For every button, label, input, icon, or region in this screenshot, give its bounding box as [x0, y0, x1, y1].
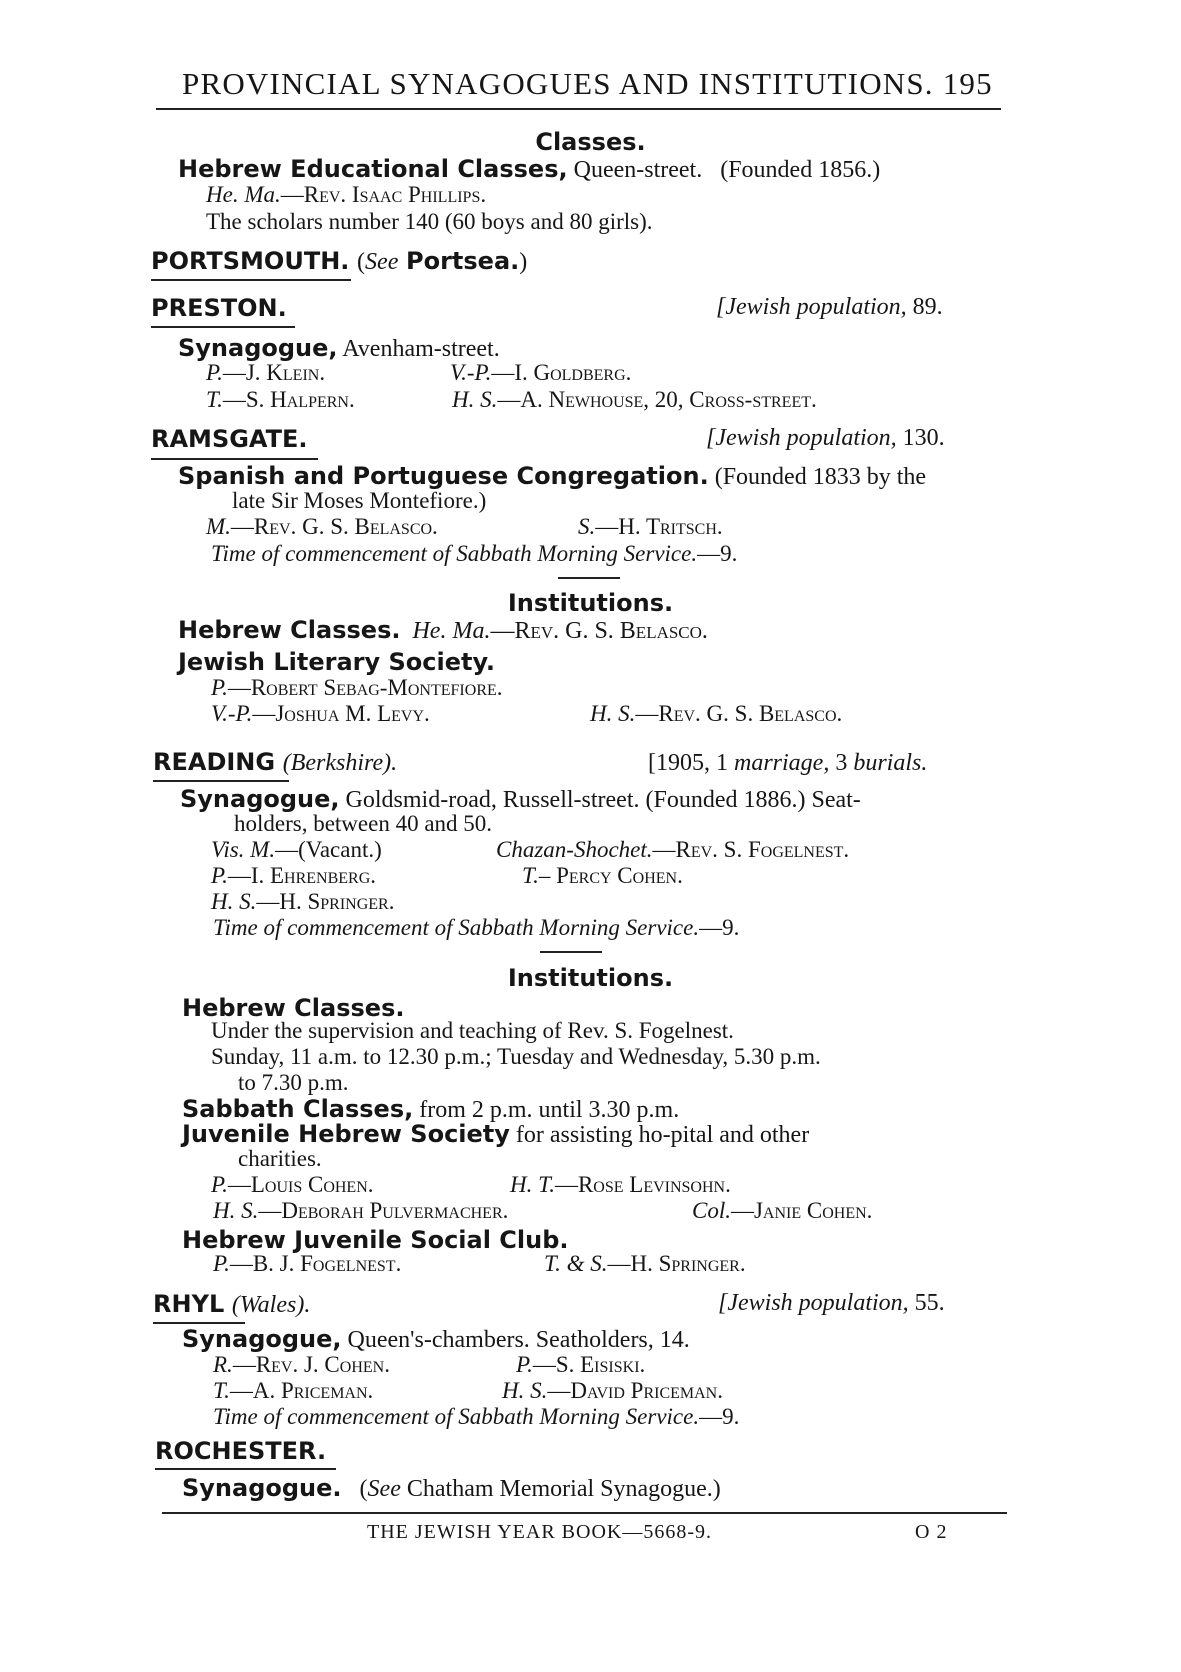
officer-name: —H. Springer. — [607, 1251, 746, 1276]
officer-label: P. — [516, 1352, 533, 1377]
officer-line — [450, 360, 631, 386]
officer-name: —S. Eisiski. — [532, 1352, 646, 1377]
synagogue-label: Synagogue, — [178, 334, 338, 362]
header-title: PROVINCIAL SYNAGOGUES AND INSTITUTIONS. — [182, 66, 934, 101]
see-label: See — [367, 1476, 401, 1502]
entry-name: Juvenile Hebrew Society — [182, 1120, 510, 1148]
jewish-literary-society: Jewish Literary Society. — [178, 648, 496, 676]
officer-label: T. — [522, 863, 539, 888]
population-value: 89. — [912, 294, 943, 320]
service-label: Time of commencement of Sabbath Morning Service. — [213, 1404, 700, 1429]
see-ref: Chatham Memorial Synagogue.) — [406, 1476, 721, 1502]
officer-label: R. — [213, 1352, 233, 1377]
officer-label: M. — [206, 514, 231, 539]
service-time-line — [211, 541, 737, 567]
town-underline — [153, 1322, 245, 1324]
population-label: [Jewish population, — [716, 294, 907, 320]
officer-name: —A. Priceman. — [229, 1378, 374, 1403]
officer-line — [496, 837, 849, 863]
entry-name: Sabbath Classes, — [182, 1095, 414, 1123]
entry-name: Hebrew Educational Classes, — [178, 155, 568, 183]
officer-label: P. — [211, 863, 228, 888]
officer-line — [211, 889, 394, 915]
rochester-synagogue — [182, 1474, 721, 1503]
synagogue-label: Synagogue, — [182, 1325, 342, 1353]
see-open: ( — [359, 1476, 368, 1502]
service-time-line — [213, 915, 739, 941]
officer-label: P. — [213, 1251, 230, 1276]
officer-name: —H. Springer. — [256, 889, 395, 914]
officer-name: —H. Tritsch. — [595, 514, 723, 539]
town-ramsgate: RAMSGATE. — [151, 425, 308, 453]
ramsgate-population — [706, 425, 945, 452]
stats-count: 3 — [835, 750, 848, 776]
town-rochester: ROCHESTER. — [155, 1437, 327, 1465]
town-underline — [151, 458, 318, 460]
officer-label: H. S. — [502, 1378, 548, 1403]
officer-label: V.-P. — [211, 701, 253, 726]
officer-name: —Joshua M. Levy. — [252, 701, 430, 726]
officer-line — [211, 1172, 374, 1198]
town-name: READING — [153, 748, 276, 776]
officer-line — [213, 1378, 373, 1404]
preston-synagogue — [178, 334, 500, 363]
classes-heading: Classes. — [535, 128, 646, 156]
officer-line — [502, 1378, 723, 1404]
officer-label: V.-P. — [450, 360, 492, 385]
reading-stats — [648, 750, 927, 777]
synagogue-address: Goldsmid-road, Russell-street. (Founded 1886.) Seat- — [345, 787, 861, 813]
town-portsmouth — [151, 247, 527, 276]
officer-label: H. S. — [590, 701, 636, 726]
officer-line — [211, 837, 382, 863]
header-rule — [156, 108, 1001, 110]
officer-name: —Janie Cohen. — [730, 1198, 873, 1223]
synagogue-address: Avenham-street. — [342, 336, 500, 362]
officer-label: H. S. — [452, 387, 498, 412]
town-underline — [151, 279, 351, 281]
schedule-cont: to 7.30 p.m. — [238, 1070, 349, 1095]
entry-desc: for assisting ho-pital and other — [515, 1122, 810, 1148]
service-time-line — [213, 1404, 739, 1430]
officer-label: H. T. — [510, 1172, 555, 1197]
service-label: Time of commencement of Sabbath Morning Service. — [211, 541, 698, 566]
entry-officer-line — [206, 182, 486, 208]
institutions-heading: Institutions. — [507, 964, 674, 992]
section-divider — [540, 951, 602, 953]
officer-line — [211, 863, 376, 889]
town-underline — [153, 780, 289, 782]
entry-time: from 2 p.m. until 3.30 p.m. — [419, 1097, 680, 1123]
town-reading — [153, 748, 397, 777]
officer-label: T. & S. — [544, 1251, 608, 1276]
population-label: [Jewish population, — [706, 425, 897, 451]
institutions-heading: Institutions. — [507, 589, 674, 617]
stats-marriage: marriage, — [734, 750, 830, 776]
officer-label: Vis. M. — [211, 837, 276, 862]
see-label: See — [365, 249, 399, 275]
officer-label: Chazan-Shochet. — [496, 837, 653, 862]
officer-name: —Rose Levinsohn. — [554, 1172, 731, 1197]
officer-label: S. — [578, 514, 596, 539]
service-time: —9. — [699, 915, 740, 940]
officer-line — [206, 514, 438, 540]
hebrew-classes: Hebrew Classes. — [182, 994, 405, 1022]
entry-founded: (Founded 1856.) — [720, 157, 881, 183]
preston-population — [716, 294, 943, 321]
officer-name: —Rev. J. Cohen. — [232, 1352, 390, 1377]
entry-address: Queen-street. — [573, 157, 703, 183]
synagogue-address: Queen's-chambers. Seatholders, 14. — [347, 1327, 690, 1353]
town-county: (Berkshire). — [282, 750, 398, 776]
officer-label: T. — [206, 387, 223, 412]
ramsgate-congregation — [178, 462, 926, 491]
see-ref: Portsea. — [406, 247, 520, 275]
section-divider — [558, 577, 620, 579]
officer-label: P. — [206, 360, 223, 385]
rhyl-population — [718, 1290, 945, 1317]
officer-line — [211, 701, 430, 727]
scholars-line: The scholars number 140 (60 boys and 80 girls). — [206, 209, 653, 234]
officer-name: —J. Klein. — [222, 360, 326, 385]
officer-line — [211, 675, 503, 701]
officer-line — [516, 1352, 645, 1378]
officer-line — [578, 514, 723, 540]
officer-name: – Percy Cohen. — [538, 863, 683, 888]
footer-rule — [162, 1512, 1007, 1514]
service-label: Time of commencement of Sabbath Morning Service. — [213, 915, 700, 940]
entry-desc-cont: charities. — [238, 1146, 322, 1171]
founded-cont: late Sir Moses Montefiore.) — [232, 488, 487, 513]
hebrew-juvenile-social-club: Hebrew Juvenile Social Club. — [182, 1226, 569, 1254]
officer-line — [692, 1198, 872, 1224]
officer-line — [206, 387, 355, 413]
officer-label: T. — [213, 1378, 230, 1403]
officer-line — [522, 863, 683, 889]
officer-name: —Deborah Pulvermacher. — [258, 1198, 509, 1223]
officer-name: —Rev. G. S. Belasco. — [635, 701, 843, 726]
see-open: ( — [357, 249, 366, 275]
service-time: —9. — [697, 541, 738, 566]
town-county: (Wales). — [231, 1292, 311, 1318]
synagogue-label: Synagogue, — [180, 785, 340, 813]
officer-name: —Rev. Isaac Phillips. — [280, 182, 487, 207]
population-value: 130. — [902, 425, 945, 451]
town-underline — [151, 326, 295, 328]
stats-burials: burials. — [853, 750, 928, 776]
officer-name: —Rev. S. Fogelnest. — [652, 837, 850, 862]
town-preston: PRESTON. — [151, 294, 287, 322]
officer-line — [213, 1352, 390, 1378]
town-name: PORTSMOUTH. — [151, 247, 350, 275]
officer-line — [213, 1251, 401, 1277]
footer-title: THE JEWISH YEAR BOOK—5668-9. — [367, 1521, 713, 1543]
officer-name: —Rev. G. S. Belasco. — [230, 514, 438, 539]
officer-name: —Rev. G. S. Belasco. — [490, 618, 708, 644]
officer-label: H. S. — [213, 1198, 259, 1223]
synagogue-label: Synagogue. — [182, 1474, 342, 1502]
town-name: RHYL — [153, 1290, 225, 1318]
see-close: ) — [519, 249, 528, 275]
officer-name: —(Vacant.) — [275, 837, 382, 862]
rhyl-synagogue — [182, 1325, 690, 1354]
page-number: 195 — [942, 66, 993, 101]
officer-name: —Robert Sebag-Montefiore. — [227, 675, 503, 700]
officer-line — [213, 1198, 508, 1224]
supervision-line: Under the supervision and teaching of Rev. S. Fogelnest. — [211, 1018, 734, 1043]
officer-name: —S. Halpern. — [222, 387, 355, 412]
officer-label: P. — [211, 675, 228, 700]
town-rhyl — [153, 1290, 310, 1319]
hebrew-educational-classes-entry — [178, 155, 880, 184]
officer-line — [544, 1251, 746, 1277]
hebrew-classes-entry — [178, 616, 708, 645]
congregation-name: Spanish and Portuguese Congregation. — [178, 462, 709, 490]
officer-line — [590, 701, 842, 727]
schedule-line: Sunday, 11 a.m. to 12.30 p.m.; Tuesday and Wednesday, 5.30 p.m. — [211, 1044, 821, 1069]
officer-name: —A. Newhouse, 20, Cross-street. — [497, 387, 817, 412]
officer-name: —I. Ehrenberg. — [227, 863, 377, 888]
service-time: —9. — [699, 1404, 740, 1429]
population-label: [Jewish population, — [718, 1290, 909, 1316]
address-cont: holders, between 40 and 50. — [234, 811, 493, 836]
footer-signature: O 2 — [915, 1521, 948, 1543]
officer-name: —Louis Cohen. — [227, 1172, 374, 1197]
officer-line — [452, 387, 817, 413]
population-value: 55. — [914, 1290, 945, 1316]
congregation-founded: (Founded 1833 by the — [714, 464, 927, 490]
juvenile-hebrew-society — [182, 1120, 809, 1149]
officer-name: —I. Goldberg. — [491, 360, 632, 385]
officer-label: Col. — [692, 1198, 731, 1223]
town-underline — [155, 1468, 336, 1470]
reading-synagogue — [180, 785, 861, 814]
officer-label: P. — [211, 1172, 228, 1197]
officer-label: H. S. — [211, 889, 257, 914]
officer-label: He. Ma. — [206, 182, 281, 207]
entry-name: Hebrew Classes. — [178, 616, 401, 644]
stats-year: [1905, 1 — [648, 750, 728, 776]
officer-line — [206, 360, 325, 386]
running-header — [182, 66, 993, 102]
officer-line — [510, 1172, 731, 1198]
officer-name: —David Priceman. — [547, 1378, 723, 1403]
officer-label: He. Ma. — [412, 618, 491, 644]
officer-name: —B. J. Fogelnest. — [229, 1251, 402, 1276]
